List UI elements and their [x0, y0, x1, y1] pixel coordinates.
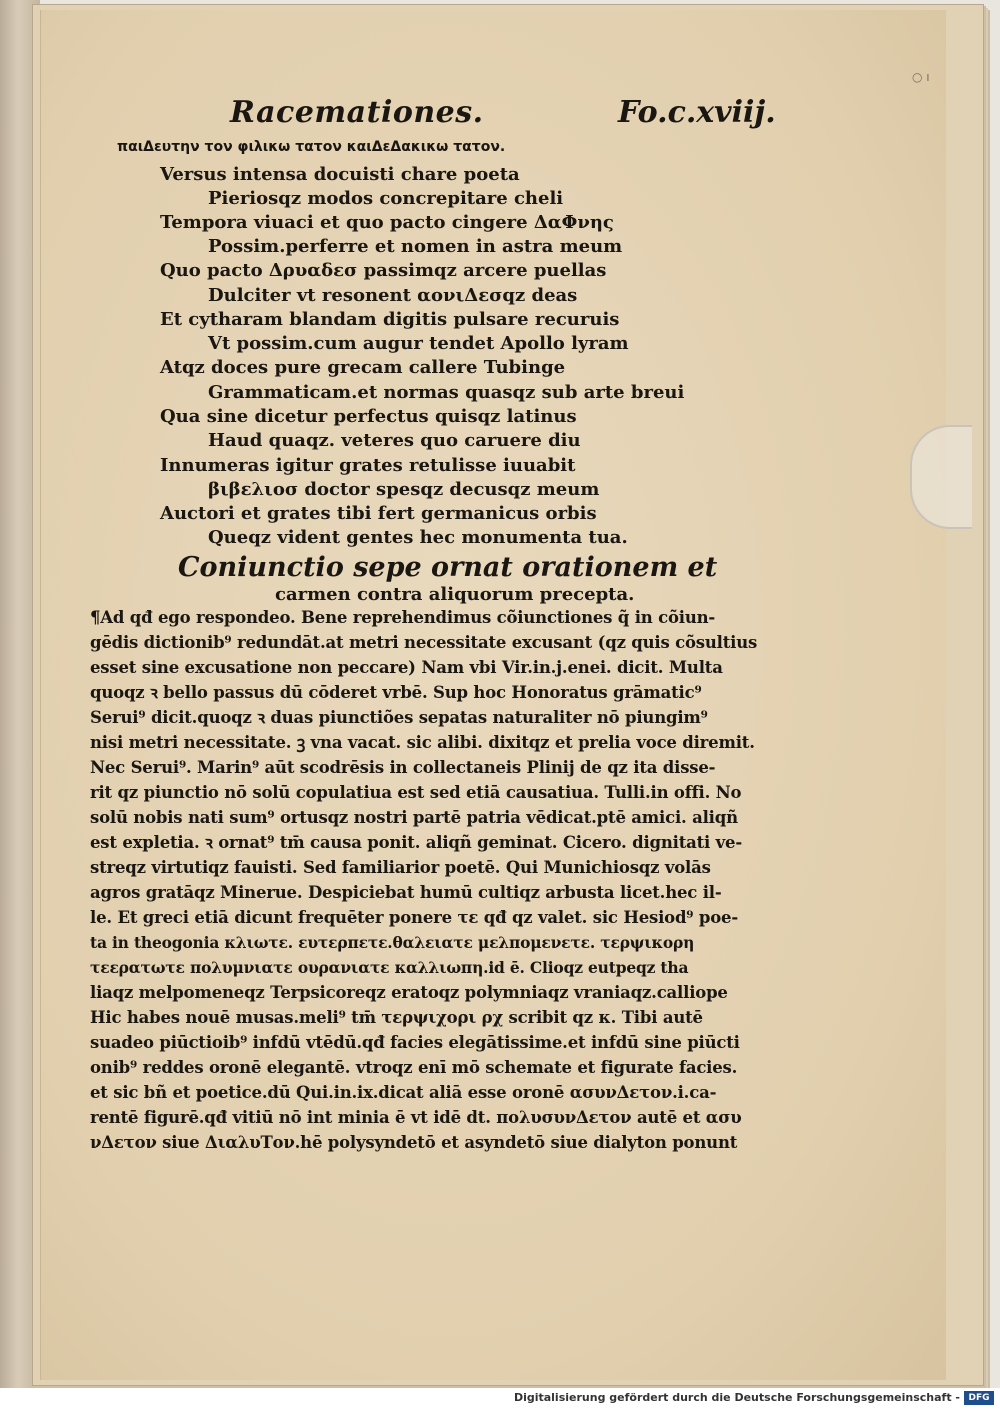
punch-mark: ○ ı: [912, 70, 930, 84]
prose-line: Hic habes nouē musas.meli⁹ tm̄ τερψιχορι ρχ scribit qz κ. Tibi autē: [90, 1008, 703, 1027]
poem-line: Innumeras igitur grates retulisse iuuabit: [160, 455, 576, 476]
poem-line: βιβελιοσ doctor spesqz decusqz meum: [208, 479, 600, 500]
prose-line: Serui⁹ dicit.quoqz ꝛ duas piunctiões sepatas naturaliter nō piungim⁹: [90, 708, 708, 727]
poem-line: Grammaticam.et normas quasqz sub arte breui: [208, 382, 685, 403]
prose-line: quoqz ꝛ bello passus dū cōderet vrbē. Sup hoc Honoratus grāmatic⁹: [90, 683, 702, 702]
poem-line: Vt possim.cum augur tendet Apollo lyram: [208, 333, 629, 354]
prose-line: suadeo piūctioib⁹ infdū vtēdū.qđ facies elegātissime.et infdū sine piūcti: [90, 1033, 740, 1052]
poem-line: Possim.perferre et nomen in astra meum: [208, 236, 623, 257]
prose-line: rentē figurē.qđ vitiū nō int minia ē vt idē dt. πολυσυνΔετον autē et ασυ: [90, 1108, 742, 1127]
poem-line: Tempora viuaci et quo pacto cingere ΔαΦνης: [160, 212, 614, 233]
section-heading: Coniunctio sepe ornat orationem et: [178, 552, 718, 583]
prose-line: est expletia. ꝛ ornat⁹ tm̄ causa ponit. aliqñ geminat. Cicero. dignitati ve-: [90, 833, 742, 852]
prose-line: ta in theogonia κλιωτε. ευτερπετε.θαλειατε μελπομενετε. τερψικορη: [90, 933, 695, 952]
running-head: Racemationes.: [230, 95, 484, 130]
prose-line: ¶Ad qđ ego respondeo. Bene reprehendimus cõiunctiones q̃ in cõiun-: [90, 608, 716, 627]
prose-line: streqz virtutiqz fauisti. Sed familiarior poetē. Qui Munichiosqz volās: [90, 858, 711, 877]
prose-line: νΔετον siue ΔιαλυΤον.hē polysyndetō et asyndetō siue dialyton ponunt: [90, 1133, 738, 1152]
prose-line: liaqz melpomeneqz Terpsicoreqz eratoqz polymniaqz vraniaqz.calliope: [90, 983, 728, 1002]
prose-line: agros gratāqz Minerue. Despiciebat humū cultiqz arbusta licet.hec il-: [90, 883, 722, 902]
prose-line: nisi metri necessitate. ꝫ vna vacat. sic alibi. dixitqz et prelia voce diremit.: [90, 733, 755, 752]
poem-line: Auctori et grates tibi fert germanicus orbis: [160, 503, 597, 524]
poem-line: Quo pacto Δρυαδεσ passimqz arcere puellas: [160, 260, 607, 281]
prose-line: gēdis dictionib⁹ redundāt.at metri necessitate excusant (qz quis cõsultius: [90, 633, 758, 652]
prose-line: et sic bñ et poetice.dū Qui.in.ix.dicat aliā esse oronē ασυνΔετον.i.ca-: [90, 1083, 717, 1102]
poem-line: Pieriosqz modos concrepitare cheli: [208, 188, 564, 209]
prose-line: le. Et greci etiā dicunt frequēter ponere τε qđ qz valet. sic Hesiod⁹ poe-: [90, 908, 738, 927]
section-subheading: carmen contra aliquorum precepta.: [275, 584, 635, 605]
poem-line: Queqz vident gentes hec monumenta tua.: [208, 527, 628, 548]
dfg-logo: DFG: [964, 1391, 994, 1405]
poem-line: παιΔευτην τον φιλικω τατον καιΔεΔακικω τατον.: [117, 139, 506, 155]
poem-line: Et cytharam blandam digitis pulsare recuruis: [160, 309, 620, 330]
poem-line: Atqz doces pure grecam callere Tubinge: [160, 357, 566, 378]
poem-line: Qua sine dicetur perfectus quisqz latinus: [160, 406, 577, 427]
prose-line: τεερατωτε πολυμνιατε ουρανιατε καλλιωπη.id ē. Clioqz eutpeqz tha: [90, 958, 689, 977]
prose-line: esset sine excusatione non peccare) Nam vbi Vir.in.j.enei. dicit. Multa: [90, 658, 723, 677]
poem-line: Versus intensa docuisti chare poeta: [160, 164, 520, 185]
prose-line: solū nobis nati sum⁹ ortusqz nostri partē patria vēdicat.ptē amici. aliqñ: [90, 808, 738, 827]
poem-line: Dulciter vt resonent αονιΔεσqz deas: [208, 285, 578, 306]
folio-number: Fo.c.xviij.: [618, 95, 776, 130]
prose-line: onib⁹ reddes oronē elegantē. vtroqz enī mō schemate et figurate facies.: [90, 1058, 738, 1077]
prose-line: rit qz piunctio nō solū copulatiua est sed etiā causatiua. Tulli.in offi. No: [90, 783, 742, 802]
poem-line: Haud quaqz. veteres quo caruere diu: [208, 430, 581, 451]
footer-bar: [0, 1388, 1000, 1409]
prose-line: Nec Serui⁹. Marin⁹ aūt scodrēsis in collectaneis Plinij de qz ita disse-: [90, 758, 716, 777]
footer-credit: Digitalisierung gefördert durch die Deutsche Forschungsgemeinschaft -: [513, 1391, 960, 1404]
